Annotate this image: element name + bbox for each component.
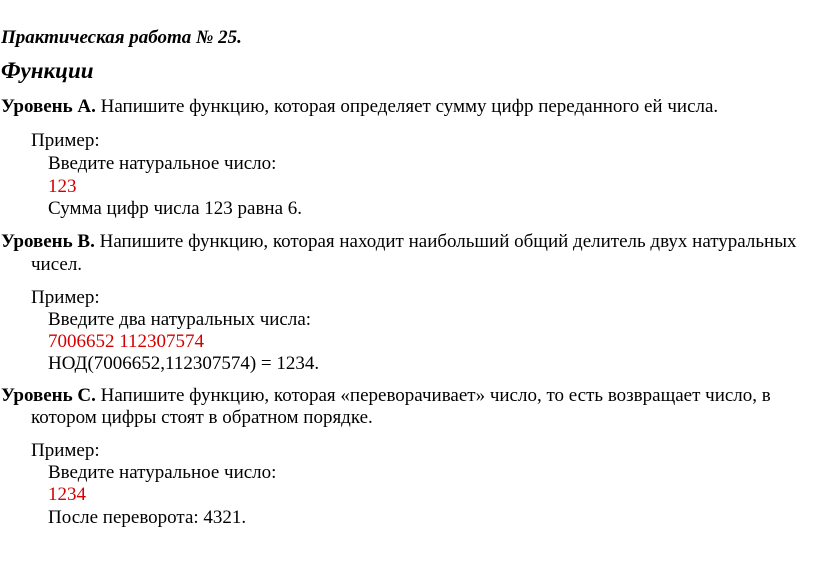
section-c-task-text-2: котором цифры стоят в обратном порядке. — [31, 407, 373, 428]
section-c-prompt: Введите натуральное число: — [48, 462, 277, 483]
section-c-output: После переворота: 4321. — [48, 507, 247, 528]
section-b-task-text-2: чисел. — [31, 254, 83, 275]
section-a-task — [1, 96, 718, 118]
section-a-output: Сумма цифр числа 123 равна 6. — [48, 198, 303, 219]
section-a-task-text: Напишите функцию, которая определяет сумму цифр переданного ей числа. — [100, 96, 719, 117]
section-c-level: Уровень С. — [1, 385, 96, 406]
section-b-input: 7006652 112307574 — [48, 331, 205, 352]
section-b-example-label: Пример: — [31, 287, 100, 308]
section-b-prompt: Введите два натуральных числа: — [48, 309, 312, 330]
section-a-example-label: Пример: — [31, 130, 100, 151]
document-title: Функции — [1, 58, 94, 83]
section-b-task — [1, 231, 797, 253]
section-c-task — [1, 385, 771, 407]
section-b-output: НОД(7006652,112307574) = 1234. — [48, 353, 320, 374]
section-a-prompt: Введите натуральное число: — [48, 153, 277, 174]
section-b-task-text-1: Напишите функцию, которая находит наибольший общий делитель двух натуральных — [99, 231, 797, 252]
section-a-level: Уровень А. — [1, 96, 96, 117]
section-c-task-text-1: Напишите функцию, которая «переворачивает» число, то есть возвращает число, в — [100, 385, 771, 406]
section-c-example-label: Пример: — [31, 440, 100, 461]
section-b-level: Уровень В. — [1, 231, 95, 252]
section-a-input: 123 — [48, 176, 77, 197]
document-subtitle: Практическая работа № 25. — [1, 27, 242, 48]
section-c-input: 1234 — [48, 484, 86, 505]
